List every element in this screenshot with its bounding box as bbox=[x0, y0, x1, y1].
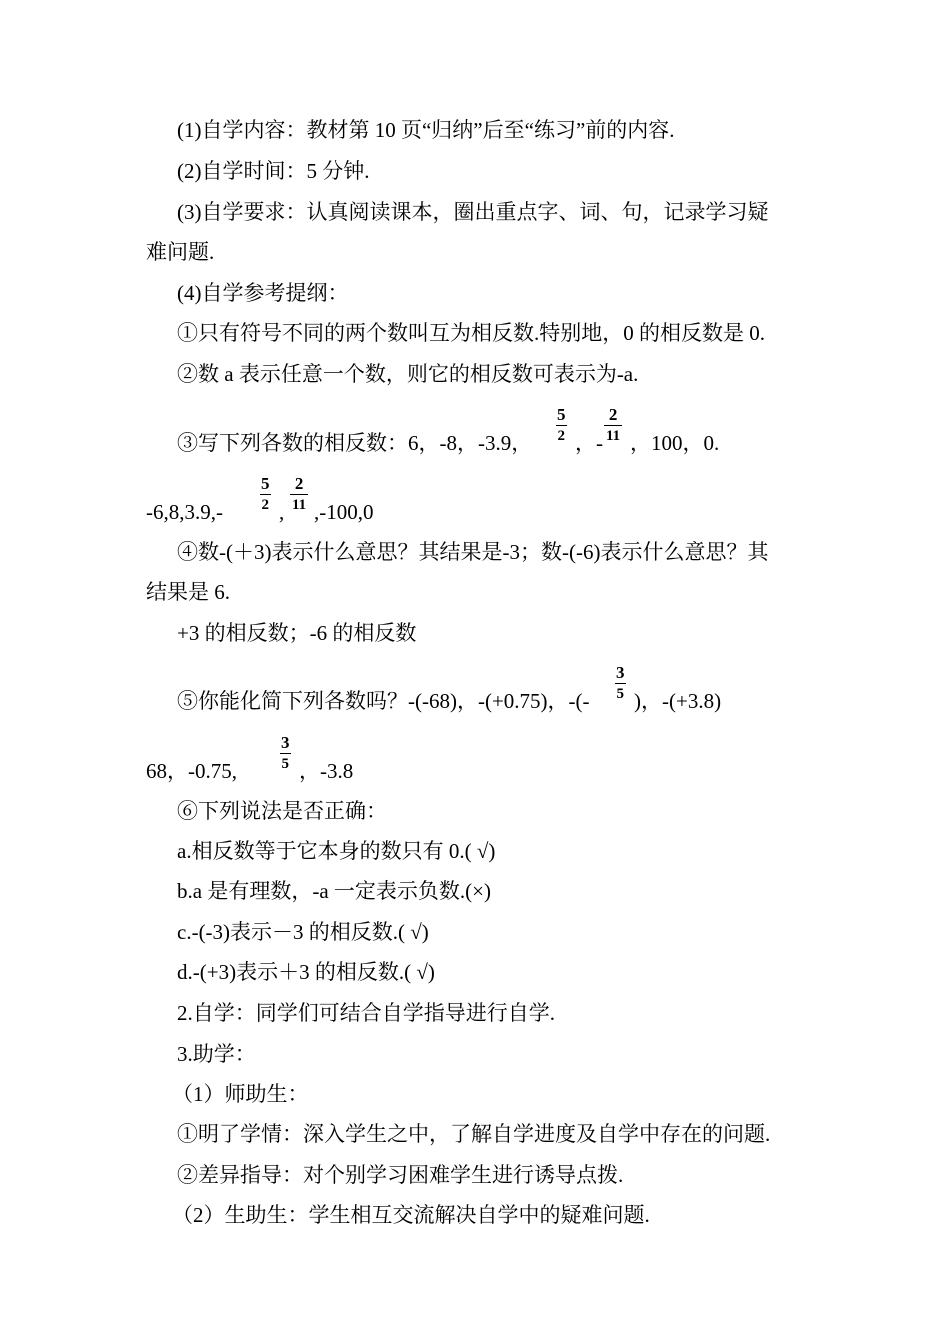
self-study-requirement: (3)自学要求：认真阅读课本，圈出重点字、词、句，记录学习疑 bbox=[177, 200, 769, 224]
outline-item-4: ④数-(＋3)表示什么意思？其结果是-3；数-(-6)表示什么意思？其 bbox=[177, 540, 769, 564]
q3-frac1-num: 5 bbox=[557, 405, 566, 424]
outline-heading: (4)自学参考提纲： bbox=[177, 281, 349, 305]
teacher-assist-item-1: ①明了学情：深入学生之中，了解自学进度及自学中存在的问题. bbox=[177, 1122, 771, 1146]
outline-item-2: ②数 a 表示任意一个数，则它的相反数可表示为-a. bbox=[177, 362, 639, 386]
a5-suffix: ，-3.8 bbox=[299, 759, 354, 783]
statement-a: a.相反数等于它本身的数只有 0.( √) bbox=[177, 839, 496, 863]
a3-fraction-1 bbox=[259, 474, 272, 513]
a3-suffix: ,-100,0 bbox=[314, 500, 374, 524]
a3-frac2-num: 2 bbox=[294, 474, 304, 493]
a3-frac1-num: 5 bbox=[261, 474, 270, 493]
q3-prefix: ③写下列各数的相反数：6，-8，-3.9， bbox=[177, 431, 533, 455]
q3-mid: ，- bbox=[575, 431, 603, 455]
q5-frac-den: 5 bbox=[615, 683, 627, 702]
q3-frac2-num: 2 bbox=[608, 405, 618, 424]
q3-frac1-den: 2 bbox=[556, 425, 568, 444]
self-study-time: (2)自学时间：5 分钟. bbox=[177, 159, 370, 183]
assist-heading: 3.助学： bbox=[177, 1042, 256, 1066]
answer-4: +3 的相反数；-6 的相反数 bbox=[177, 621, 417, 645]
q3-fraction-2 bbox=[604, 405, 622, 444]
q5-suffix: )，-(+3.8) bbox=[634, 689, 722, 713]
a5-frac-den: 5 bbox=[280, 753, 292, 772]
self-study-step: 2.自学：同学们可结合自学指导进行自学. bbox=[177, 1001, 555, 1025]
outline-item-6: ⑥下列说法是否正确： bbox=[177, 799, 387, 823]
a3-fraction-2 bbox=[290, 474, 308, 513]
self-study-requirement-cont: 难问题. bbox=[146, 240, 215, 264]
a3-frac2-den: 11 bbox=[290, 494, 308, 513]
statement-d: d.-(+3)表示＋3 的相反数.( √) bbox=[177, 960, 435, 984]
a5-prefix: 68，-0.75, bbox=[146, 759, 237, 783]
self-study-content: (1)自学内容：教材第 10 页“归纳”后至“练习”前的内容. bbox=[177, 118, 675, 142]
q5-prefix: ⑤你能化简下列各数吗？-(-68)，-(+0.75)，-(- bbox=[177, 689, 590, 713]
a3-mid: , bbox=[279, 500, 285, 524]
a3-prefix: -6,8,3.9,- bbox=[146, 500, 223, 524]
statement-c: c.-(-3)表示－3 的相反数.( √) bbox=[177, 920, 429, 944]
a5-frac-num: 3 bbox=[281, 733, 290, 752]
a3-frac1-den: 2 bbox=[260, 494, 272, 513]
teacher-assist-heading: （1）师助生： bbox=[172, 1082, 309, 1106]
q3-frac2-den: 11 bbox=[604, 425, 622, 444]
outline-item-1: ①只有符号不同的两个数叫互为相反数.特别地，0 的相反数是 0. bbox=[177, 321, 765, 345]
a5-fraction bbox=[279, 733, 292, 772]
q3-suffix: ，100，0. bbox=[630, 431, 720, 455]
q5-fraction bbox=[614, 663, 627, 702]
q3-fraction-1 bbox=[555, 405, 568, 444]
peer-assist: （2）生助生：学生相互交流解决自学中的疑难问题. bbox=[172, 1203, 650, 1227]
outline-item-4-cont: 结果是 6. bbox=[146, 580, 230, 604]
statement-b: b.a 是有理数，-a 一定表示负数.(×) bbox=[177, 879, 491, 903]
teacher-assist-item-2: ②差异指导：对个别学习困难学生进行诱导点拨. bbox=[177, 1163, 624, 1187]
q5-frac-num: 3 bbox=[616, 663, 625, 682]
